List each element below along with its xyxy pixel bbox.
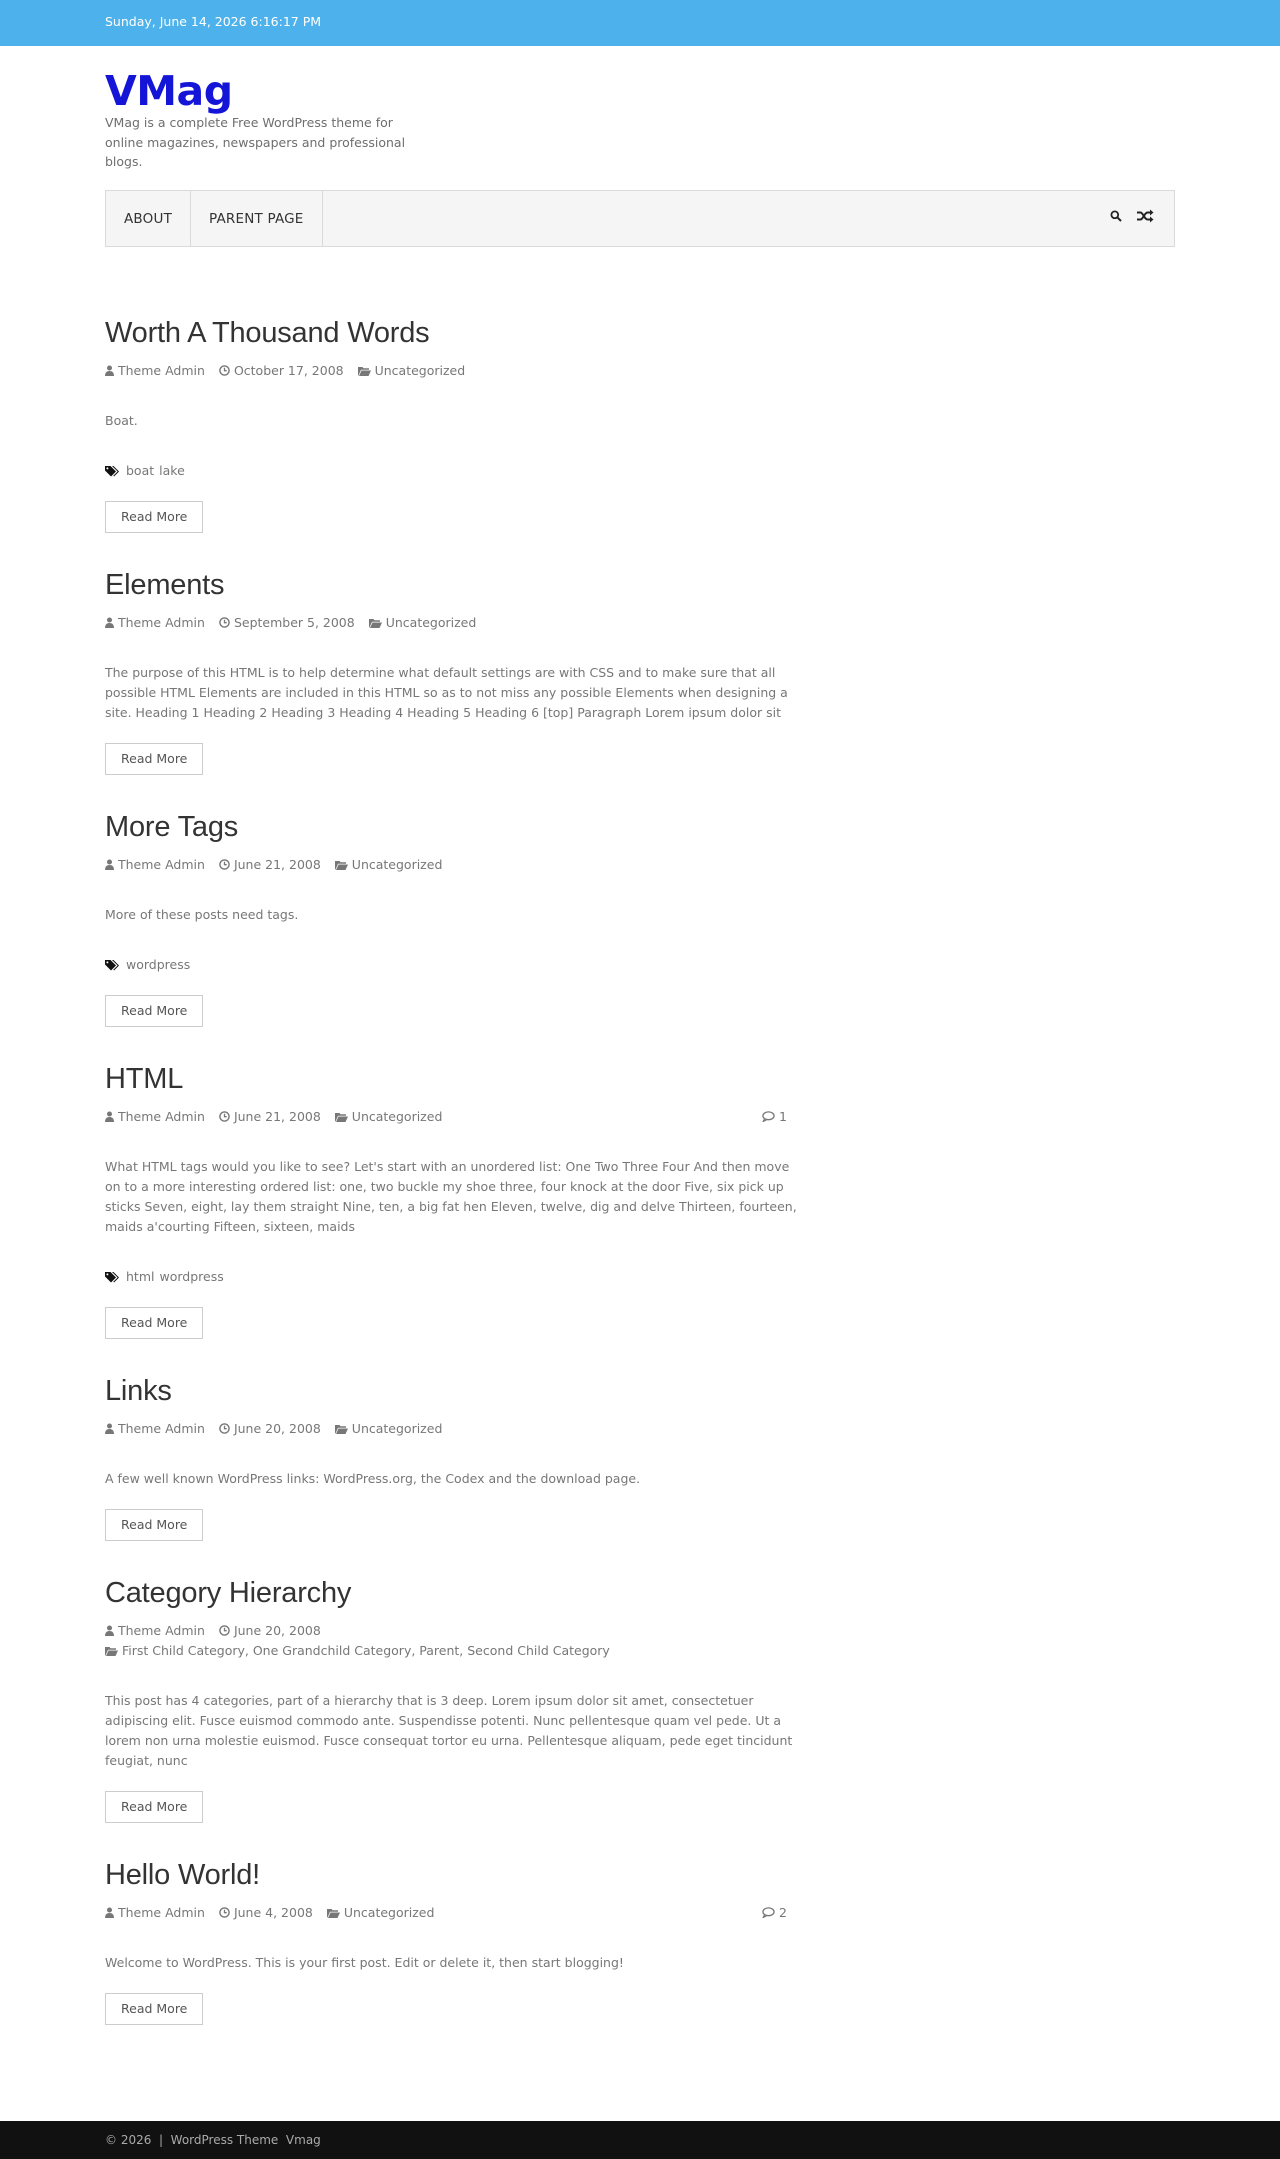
post-item	[105, 1061, 802, 1339]
post-meta	[105, 1903, 802, 1923]
comment-count: 2	[779, 1905, 787, 1920]
post-category[interactable]	[327, 1905, 435, 1920]
nav-icons	[1110, 185, 1174, 246]
date-text: September 5, 2008	[233, 615, 355, 630]
read-more-button[interactable]: Read More	[105, 1509, 203, 1541]
user-icon	[105, 615, 118, 630]
clock-icon	[219, 1421, 234, 1436]
post-title[interactable]: Worth A Thousand Words	[105, 317, 430, 349]
site-title[interactable]: VMag	[105, 67, 233, 115]
clock-icon	[219, 615, 234, 630]
folder-icon	[335, 1109, 352, 1124]
post-date[interactable]	[219, 1421, 321, 1436]
folder-icon	[105, 1643, 122, 1658]
site-branding	[105, 46, 1175, 190]
user-icon	[105, 363, 118, 378]
date-text: June 20, 2008	[233, 1421, 321, 1436]
post-title[interactable]: Category Hierarchy	[105, 1577, 352, 1609]
post-item	[105, 315, 802, 533]
post-excerpt: Boat.	[105, 413, 138, 428]
post-author[interactable]	[105, 1623, 205, 1638]
date-text: October 17, 2008	[233, 363, 344, 378]
tag-link[interactable]: wordpress	[159, 1269, 224, 1284]
date-text: June 21, 2008	[233, 1109, 321, 1124]
post-author[interactable]	[105, 857, 205, 872]
tags-icon	[105, 463, 126, 478]
tag-link[interactable]: boat	[126, 463, 155, 478]
post-list	[105, 247, 802, 2025]
post-author[interactable]	[105, 363, 205, 378]
category-text: Uncategorized	[343, 1905, 435, 1920]
date-text: June 20, 2008	[233, 1623, 321, 1638]
author-name: Theme Admin	[118, 363, 205, 378]
read-more-button[interactable]: Read More	[105, 743, 203, 775]
user-icon	[105, 1109, 118, 1124]
post-category[interactable]	[335, 857, 443, 872]
date-text: June 4, 2008	[233, 1905, 313, 1920]
author-name: Theme Admin	[118, 615, 205, 630]
site-footer	[0, 2121, 1280, 2159]
search-icon[interactable]	[1110, 210, 1122, 222]
post-category[interactable]	[369, 615, 477, 630]
top-bar	[0, 0, 1280, 46]
post-title[interactable]: Links	[105, 1375, 172, 1407]
author-name: Theme Admin	[118, 1905, 205, 1920]
post-author[interactable]	[105, 1905, 205, 1920]
post-category[interactable]	[335, 1109, 443, 1124]
category-text: Uncategorized	[385, 615, 477, 630]
post-item	[105, 1857, 802, 2025]
nav-item-parent-page[interactable]: PARENT PAGE	[191, 191, 323, 246]
main-navigation	[105, 190, 1175, 247]
category-text: Uncategorized	[351, 857, 443, 872]
post-meta	[105, 855, 802, 875]
post-meta	[105, 1107, 802, 1127]
post-title[interactable]: More Tags	[105, 811, 239, 843]
post-date[interactable]	[219, 1623, 321, 1638]
post-item	[105, 809, 802, 1027]
tags-icon	[105, 957, 126, 972]
post-title[interactable]: Elements	[105, 569, 225, 601]
category-text: Uncategorized	[351, 1109, 443, 1124]
read-more-button[interactable]: Read More	[105, 1307, 203, 1339]
category-text: Uncategorized	[374, 363, 466, 378]
author-name: Theme Admin	[118, 857, 205, 872]
post-tags	[105, 1267, 802, 1287]
comment-icon	[762, 1109, 779, 1124]
tag-link[interactable]: lake	[159, 463, 185, 478]
read-more-button[interactable]: Read More	[105, 1791, 203, 1823]
post-author[interactable]	[105, 1109, 205, 1124]
post-category[interactable]	[105, 1643, 610, 1658]
category-text: Uncategorized	[351, 1421, 443, 1436]
user-icon	[105, 1623, 118, 1638]
footer-credits: © 2026 | WordPress Theme Vmag	[105, 2133, 321, 2147]
site-description: VMag is a complete Free WordPress theme for online magazines, newspapers and professional blogs.	[105, 115, 406, 169]
post-date[interactable]	[219, 363, 344, 378]
post-item	[105, 567, 802, 775]
author-name: Theme Admin	[118, 1623, 205, 1638]
comments-link[interactable]	[762, 1903, 787, 1923]
clock-icon	[219, 363, 234, 378]
comment-icon	[762, 1905, 779, 1920]
user-icon	[105, 1905, 118, 1920]
folder-icon	[335, 1421, 352, 1436]
post-date[interactable]	[219, 1109, 321, 1124]
post-tags	[105, 461, 802, 481]
post-title[interactable]: HTML	[105, 1063, 184, 1095]
user-icon	[105, 1421, 118, 1436]
date-text: June 21, 2008	[233, 857, 321, 872]
post-category[interactable]	[335, 1421, 443, 1436]
folder-icon	[327, 1905, 344, 1920]
post-item	[105, 1373, 802, 1541]
post-title[interactable]: Hello World!	[105, 1859, 261, 1891]
folder-icon	[358, 363, 375, 378]
folder-icon	[369, 615, 386, 630]
read-more-button[interactable]: Read More	[105, 1993, 203, 2025]
user-icon	[105, 857, 118, 872]
post-date[interactable]	[219, 1905, 313, 1920]
post-item	[105, 1575, 802, 1823]
read-more-button[interactable]: Read More	[105, 501, 203, 533]
post-date[interactable]	[219, 615, 355, 630]
post-excerpt: A few well known WordPress links: WordPress.org, the Codex and the download page.	[105, 1471, 641, 1486]
post-excerpt: Welcome to WordPress. This is your first post. Edit or delete it, then start blogging!	[105, 1955, 624, 1970]
post-author[interactable]	[105, 1421, 205, 1436]
author-name: Theme Admin	[118, 1421, 205, 1436]
clock-icon	[219, 1109, 234, 1124]
post-meta	[105, 361, 802, 381]
nav-spacer	[323, 191, 1110, 246]
post-meta	[105, 1621, 802, 1661]
current-datetime: Sunday, June 14, 2026 6:16:17 PM	[105, 14, 322, 29]
nav-item-about[interactable]: ABOUT	[106, 191, 191, 246]
tag-link[interactable]: html	[126, 1269, 155, 1284]
clock-icon	[219, 857, 234, 872]
post-author[interactable]	[105, 615, 205, 630]
folder-icon	[335, 857, 352, 872]
post-tags	[105, 955, 802, 975]
post-excerpt: More of these posts need tags.	[105, 907, 299, 922]
post-excerpt: The purpose of this HTML is to help determine what default settings are with CSS and to make sure that all possible HTML Elements are included in this HTML so as to not miss any possible Elements when designing a site. Heading 1 Heading 2 Heading 3 Heading 4 Heading 5 Heading 6 [top] Paragraph Lorem ipsum dolor sit	[105, 665, 788, 720]
category-text: First Child Category, One Grandchild Category, Parent, Second Child Category	[122, 1643, 610, 1658]
post-excerpt: What HTML tags would you like to see? Let's start with an unordered list: One Two Three Four And then move on to a more interesting ordered list: one, two buckle my shoe three, four knock at the door Five, six pick up sticks Seven, eight, lay them straight Nine, ten, a big fat hen Eleven, twelve, dig and delve Thirteen, fourteen, maids a'courting Fifteen, sixteen, maids	[105, 1159, 797, 1234]
read-more-button[interactable]: Read More	[105, 995, 203, 1027]
tags-icon	[105, 1269, 126, 1284]
comments-link[interactable]	[762, 1107, 787, 1127]
comment-count: 1	[779, 1109, 787, 1124]
shuffle-icon[interactable]	[1136, 209, 1154, 223]
post-category[interactable]	[358, 363, 466, 378]
tag-link[interactable]: wordpress	[126, 957, 191, 972]
author-name: Theme Admin	[118, 1109, 205, 1124]
clock-icon	[219, 1905, 234, 1920]
post-date[interactable]	[219, 857, 321, 872]
post-meta	[105, 1419, 802, 1439]
clock-icon	[219, 1623, 234, 1638]
post-meta	[105, 613, 802, 633]
post-excerpt: This post has 4 categories, part of a hierarchy that is 3 deep. Lorem ipsum dolor sit amet, consectetuer adipiscing elit. Fusce euismod commodo ante. Suspendisse potenti. Nunc pellentesque quam vel pede. Ut a lorem non urna molestie euismod. Fusce consequat tortor eu urna. Pellentesque aliquam, pede eget tincidunt feugiat, nunc	[105, 1693, 793, 1768]
